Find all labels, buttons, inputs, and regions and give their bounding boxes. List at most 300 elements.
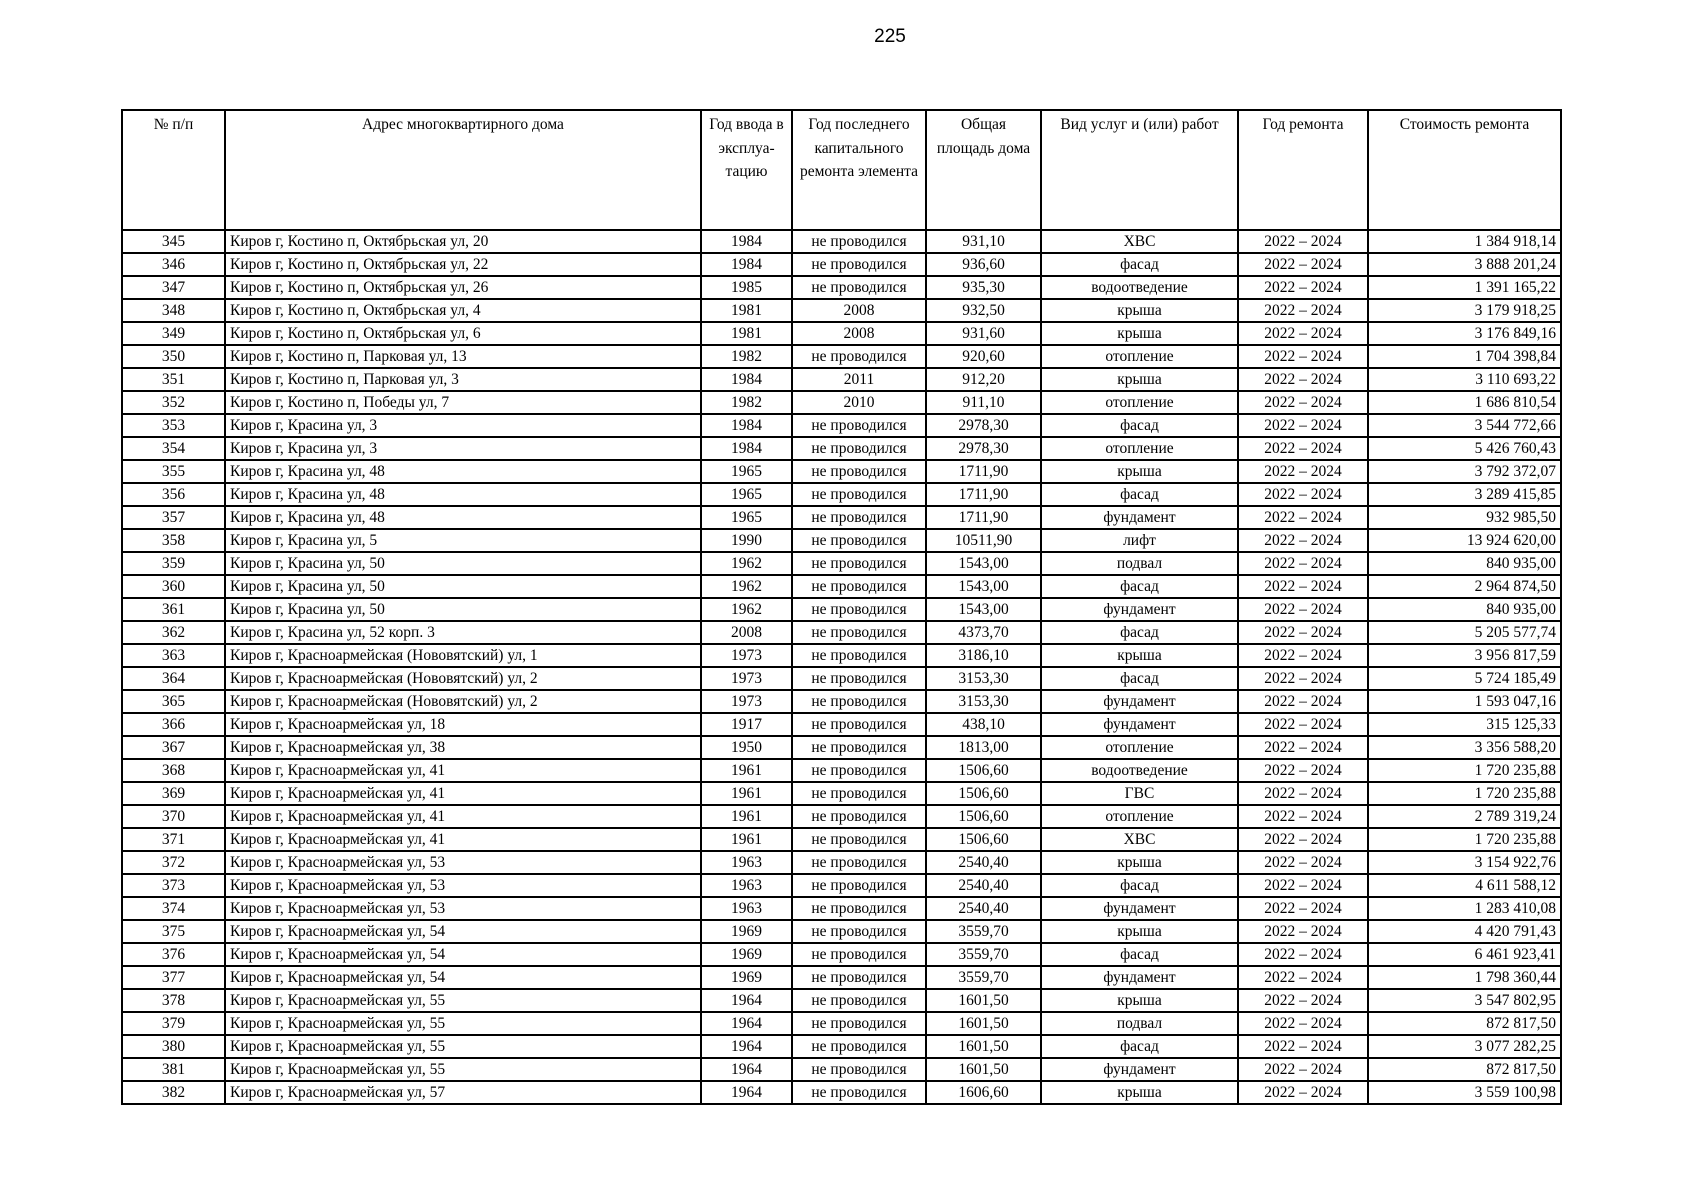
cell-num: 365 bbox=[122, 690, 225, 713]
cell-num: 375 bbox=[122, 920, 225, 943]
cell-num: 364 bbox=[122, 667, 225, 690]
cell-year-built: 1984 bbox=[701, 437, 792, 460]
cell-cost: 3 077 282,25 bbox=[1368, 1035, 1561, 1058]
cell-cost: 3 176 849,16 bbox=[1368, 322, 1561, 345]
cell-num: 378 bbox=[122, 989, 225, 1012]
cell-year-built: 1969 bbox=[701, 943, 792, 966]
cell-address: Киров г, Красноармейская ул, 41 bbox=[225, 759, 701, 782]
cell-address: Киров г, Красноармейская (Нововятский) ул, 1 bbox=[225, 644, 701, 667]
cell-repair-years: 2022 – 2024 bbox=[1238, 805, 1368, 828]
cell-num: 347 bbox=[122, 276, 225, 299]
cell-area: 1543,00 bbox=[926, 598, 1041, 621]
cell-work-type: фундамент bbox=[1041, 1058, 1238, 1081]
cell-address: Киров г, Красноармейская ул, 41 bbox=[225, 805, 701, 828]
cell-last-repair: не проводился bbox=[792, 644, 926, 667]
table-row bbox=[122, 989, 1561, 1012]
cell-num: 377 bbox=[122, 966, 225, 989]
cell-repair-years: 2022 – 2024 bbox=[1238, 1012, 1368, 1035]
cell-area: 920,60 bbox=[926, 345, 1041, 368]
cell-last-repair: не проводился bbox=[792, 253, 926, 276]
cell-area: 931,60 bbox=[926, 322, 1041, 345]
header-work-type: Вид услуг и (или) работ bbox=[1041, 110, 1238, 230]
cell-last-repair: не проводился bbox=[792, 483, 926, 506]
cell-last-repair: не проводился bbox=[792, 1058, 926, 1081]
repair-table bbox=[121, 109, 1562, 1105]
cell-work-type: лифт bbox=[1041, 529, 1238, 552]
cell-area: 1601,50 bbox=[926, 989, 1041, 1012]
cell-cost: 315 125,33 bbox=[1368, 713, 1561, 736]
cell-last-repair: не проводился bbox=[792, 736, 926, 759]
cell-address: Киров г, Красина ул, 3 bbox=[225, 437, 701, 460]
cell-last-repair: не проводился bbox=[792, 943, 926, 966]
cell-address: Киров г, Красина ул, 48 bbox=[225, 460, 701, 483]
cell-num: 369 bbox=[122, 782, 225, 805]
cell-area: 1711,90 bbox=[926, 483, 1041, 506]
cell-repair-years: 2022 – 2024 bbox=[1238, 736, 1368, 759]
cell-work-type: крыша bbox=[1041, 299, 1238, 322]
cell-work-type: крыша bbox=[1041, 460, 1238, 483]
cell-repair-years: 2022 – 2024 bbox=[1238, 598, 1368, 621]
table-row bbox=[122, 943, 1561, 966]
cell-cost: 3 356 588,20 bbox=[1368, 736, 1561, 759]
cell-cost: 3 547 802,95 bbox=[1368, 989, 1561, 1012]
cell-work-type: отопление bbox=[1041, 345, 1238, 368]
cell-work-type: фасад bbox=[1041, 943, 1238, 966]
cell-last-repair: не проводился bbox=[792, 276, 926, 299]
cell-cost: 1 391 165,22 bbox=[1368, 276, 1561, 299]
header-last-repair: Год последнего капитального ремонта элемента bbox=[792, 110, 926, 230]
cell-area: 1543,00 bbox=[926, 575, 1041, 598]
cell-repair-years: 2022 – 2024 bbox=[1238, 391, 1368, 414]
cell-cost: 3 179 918,25 bbox=[1368, 299, 1561, 322]
table-row bbox=[122, 920, 1561, 943]
cell-area: 2978,30 bbox=[926, 414, 1041, 437]
cell-cost: 840 935,00 bbox=[1368, 598, 1561, 621]
cell-work-type: крыша bbox=[1041, 920, 1238, 943]
cell-work-type: ХВС bbox=[1041, 230, 1238, 253]
cell-year-built: 1973 bbox=[701, 667, 792, 690]
cell-work-type: фасад bbox=[1041, 1035, 1238, 1058]
cell-last-repair: не проводился bbox=[792, 460, 926, 483]
cell-year-built: 1984 bbox=[701, 414, 792, 437]
cell-repair-years: 2022 – 2024 bbox=[1238, 851, 1368, 874]
cell-year-built: 1965 bbox=[701, 506, 792, 529]
cell-work-type: крыша bbox=[1041, 644, 1238, 667]
cell-cost: 2 964 874,50 bbox=[1368, 575, 1561, 598]
table-row bbox=[122, 299, 1561, 322]
cell-area: 3153,30 bbox=[926, 667, 1041, 690]
cell-year-built: 1969 bbox=[701, 920, 792, 943]
cell-num: 346 bbox=[122, 253, 225, 276]
cell-repair-years: 2022 – 2024 bbox=[1238, 322, 1368, 345]
cell-address: Киров г, Красноармейская ул, 41 bbox=[225, 828, 701, 851]
cell-last-repair: не проводился bbox=[792, 874, 926, 897]
cell-work-type: фасад bbox=[1041, 414, 1238, 437]
cell-year-built: 1961 bbox=[701, 759, 792, 782]
cell-address: Киров г, Костино п, Парковая ул, 13 bbox=[225, 345, 701, 368]
header-address: Адрес многоквартирного дома bbox=[225, 110, 701, 230]
cell-repair-years: 2022 – 2024 bbox=[1238, 690, 1368, 713]
cell-year-built: 2008 bbox=[701, 621, 792, 644]
cell-area: 2540,40 bbox=[926, 874, 1041, 897]
cell-address: Киров г, Красина ул, 50 bbox=[225, 598, 701, 621]
table-row bbox=[122, 759, 1561, 782]
cell-year-built: 1985 bbox=[701, 276, 792, 299]
cell-year-built: 1964 bbox=[701, 1081, 792, 1104]
cell-repair-years: 2022 – 2024 bbox=[1238, 1058, 1368, 1081]
cell-address: Киров г, Костино п, Парковая ул, 3 bbox=[225, 368, 701, 391]
table-row bbox=[122, 506, 1561, 529]
cell-cost: 3 792 372,07 bbox=[1368, 460, 1561, 483]
cell-work-type: ХВС bbox=[1041, 828, 1238, 851]
cell-address: Киров г, Красина ул, 3 bbox=[225, 414, 701, 437]
cell-year-built: 1961 bbox=[701, 805, 792, 828]
header-repair-years: Год ремонта bbox=[1238, 110, 1368, 230]
cell-address: Киров г, Красноармейская ул, 55 bbox=[225, 1058, 701, 1081]
cell-last-repair: не проводился bbox=[792, 713, 926, 736]
cell-num: 358 bbox=[122, 529, 225, 552]
cell-last-repair: 2011 bbox=[792, 368, 926, 391]
cell-repair-years: 2022 – 2024 bbox=[1238, 644, 1368, 667]
cell-num: 368 bbox=[122, 759, 225, 782]
cell-last-repair: не проводился bbox=[792, 897, 926, 920]
cell-address: Киров г, Красина ул, 50 bbox=[225, 552, 701, 575]
cell-year-built: 1969 bbox=[701, 966, 792, 989]
cell-year-built: 1984 bbox=[701, 230, 792, 253]
cell-last-repair: не проводился bbox=[792, 989, 926, 1012]
cell-repair-years: 2022 – 2024 bbox=[1238, 299, 1368, 322]
header-num: № п/п bbox=[122, 110, 225, 230]
cell-year-built: 1973 bbox=[701, 690, 792, 713]
cell-cost: 3 110 693,22 bbox=[1368, 368, 1561, 391]
cell-year-built: 1965 bbox=[701, 483, 792, 506]
cell-address: Киров г, Костино п, Октябрьская ул, 6 bbox=[225, 322, 701, 345]
header-year-built: Год ввода в эксплуа-тацию bbox=[701, 110, 792, 230]
cell-work-type: водоотведение bbox=[1041, 276, 1238, 299]
cell-last-repair: 2008 bbox=[792, 299, 926, 322]
cell-address: Киров г, Красина ул, 48 bbox=[225, 483, 701, 506]
cell-num: 355 bbox=[122, 460, 225, 483]
cell-num: 380 bbox=[122, 1035, 225, 1058]
cell-last-repair: не проводился bbox=[792, 759, 926, 782]
cell-cost: 5 205 577,74 bbox=[1368, 621, 1561, 644]
cell-repair-years: 2022 – 2024 bbox=[1238, 897, 1368, 920]
cell-last-repair: не проводился bbox=[792, 851, 926, 874]
cell-area: 2540,40 bbox=[926, 851, 1041, 874]
table-header-row bbox=[122, 110, 1561, 230]
table-row bbox=[122, 782, 1561, 805]
table-row bbox=[122, 1012, 1561, 1035]
cell-area: 912,20 bbox=[926, 368, 1041, 391]
table-row bbox=[122, 414, 1561, 437]
cell-address: Киров г, Красноармейская (Нововятский) ул, 2 bbox=[225, 690, 701, 713]
cell-year-built: 1963 bbox=[701, 874, 792, 897]
cell-work-type: фундамент bbox=[1041, 690, 1238, 713]
cell-repair-years: 2022 – 2024 bbox=[1238, 667, 1368, 690]
cell-area: 3559,70 bbox=[926, 966, 1041, 989]
cell-last-repair: не проводился bbox=[792, 437, 926, 460]
cell-cost: 1 798 360,44 bbox=[1368, 966, 1561, 989]
table-row bbox=[122, 667, 1561, 690]
cell-address: Киров г, Красноармейская ул, 54 bbox=[225, 966, 701, 989]
cell-repair-years: 2022 – 2024 bbox=[1238, 1081, 1368, 1104]
cell-work-type: крыша bbox=[1041, 851, 1238, 874]
cell-area: 2978,30 bbox=[926, 437, 1041, 460]
cell-num: 374 bbox=[122, 897, 225, 920]
table-row bbox=[122, 897, 1561, 920]
cell-cost: 1 720 235,88 bbox=[1368, 759, 1561, 782]
cell-work-type: водоотведение bbox=[1041, 759, 1238, 782]
cell-area: 1506,60 bbox=[926, 828, 1041, 851]
cell-cost: 4 611 588,12 bbox=[1368, 874, 1561, 897]
table-row bbox=[122, 345, 1561, 368]
cell-year-built: 1964 bbox=[701, 989, 792, 1012]
cell-year-built: 1961 bbox=[701, 782, 792, 805]
cell-cost: 3 559 100,98 bbox=[1368, 1081, 1561, 1104]
cell-repair-years: 2022 – 2024 bbox=[1238, 920, 1368, 943]
cell-last-repair: не проводился bbox=[792, 782, 926, 805]
table-row bbox=[122, 690, 1561, 713]
cell-cost: 1 686 810,54 bbox=[1368, 391, 1561, 414]
cell-address: Киров г, Красноармейская ул, 41 bbox=[225, 782, 701, 805]
cell-repair-years: 2022 – 2024 bbox=[1238, 276, 1368, 299]
cell-area: 1506,60 bbox=[926, 805, 1041, 828]
cell-num: 370 bbox=[122, 805, 225, 828]
cell-repair-years: 2022 – 2024 bbox=[1238, 713, 1368, 736]
table-row bbox=[122, 322, 1561, 345]
cell-repair-years: 2022 – 2024 bbox=[1238, 874, 1368, 897]
cell-work-type: крыша bbox=[1041, 989, 1238, 1012]
cell-last-repair: не проводился bbox=[792, 920, 926, 943]
cell-area: 932,50 bbox=[926, 299, 1041, 322]
cell-last-repair: не проводился bbox=[792, 667, 926, 690]
cell-repair-years: 2022 – 2024 bbox=[1238, 552, 1368, 575]
cell-cost: 1 283 410,08 bbox=[1368, 897, 1561, 920]
cell-work-type: подвал bbox=[1041, 552, 1238, 575]
cell-cost: 1 720 235,88 bbox=[1368, 828, 1561, 851]
cell-cost: 6 461 923,41 bbox=[1368, 943, 1561, 966]
cell-num: 348 bbox=[122, 299, 225, 322]
cell-work-type: ГВС bbox=[1041, 782, 1238, 805]
cell-work-type: фасад bbox=[1041, 667, 1238, 690]
cell-last-repair: не проводился bbox=[792, 690, 926, 713]
cell-work-type: отопление bbox=[1041, 805, 1238, 828]
cell-year-built: 1962 bbox=[701, 575, 792, 598]
table-row bbox=[122, 437, 1561, 460]
cell-work-type: отопление bbox=[1041, 736, 1238, 759]
cell-cost: 1 704 398,84 bbox=[1368, 345, 1561, 368]
table-row bbox=[122, 368, 1561, 391]
cell-area: 1506,60 bbox=[926, 782, 1041, 805]
cell-area: 911,10 bbox=[926, 391, 1041, 414]
cell-last-repair: не проводился bbox=[792, 575, 926, 598]
table-row bbox=[122, 391, 1561, 414]
cell-area: 1601,50 bbox=[926, 1035, 1041, 1058]
cell-repair-years: 2022 – 2024 bbox=[1238, 759, 1368, 782]
table-row bbox=[122, 644, 1561, 667]
cell-num: 372 bbox=[122, 851, 225, 874]
cell-repair-years: 2022 – 2024 bbox=[1238, 782, 1368, 805]
table-row bbox=[122, 598, 1561, 621]
cell-address: Киров г, Красноармейская (Нововятский) ул, 2 bbox=[225, 667, 701, 690]
cell-address: Киров г, Красноармейская ул, 53 bbox=[225, 851, 701, 874]
cell-num: 381 bbox=[122, 1058, 225, 1081]
cell-num: 371 bbox=[122, 828, 225, 851]
cell-work-type: крыша bbox=[1041, 368, 1238, 391]
table-row bbox=[122, 1058, 1561, 1081]
cell-num: 361 bbox=[122, 598, 225, 621]
table-row bbox=[122, 966, 1561, 989]
cell-repair-years: 2022 – 2024 bbox=[1238, 943, 1368, 966]
cell-address: Киров г, Красина ул, 50 bbox=[225, 575, 701, 598]
cell-work-type: отопление bbox=[1041, 391, 1238, 414]
cell-year-built: 1965 bbox=[701, 460, 792, 483]
cell-num: 351 bbox=[122, 368, 225, 391]
header-area: Общая площадь дома bbox=[926, 110, 1041, 230]
cell-area: 438,10 bbox=[926, 713, 1041, 736]
cell-address: Киров г, Костино п, Победы ул, 7 bbox=[225, 391, 701, 414]
cell-address: Киров г, Красноармейская ул, 53 bbox=[225, 897, 701, 920]
cell-repair-years: 2022 – 2024 bbox=[1238, 345, 1368, 368]
cell-work-type: отопление bbox=[1041, 437, 1238, 460]
cell-last-repair: не проводился bbox=[792, 828, 926, 851]
cell-num: 362 bbox=[122, 621, 225, 644]
cell-cost: 3 544 772,66 bbox=[1368, 414, 1561, 437]
cell-area: 2540,40 bbox=[926, 897, 1041, 920]
cell-year-built: 1962 bbox=[701, 598, 792, 621]
cell-year-built: 1981 bbox=[701, 299, 792, 322]
cell-work-type: фасад bbox=[1041, 575, 1238, 598]
cell-area: 936,60 bbox=[926, 253, 1041, 276]
cell-num: 373 bbox=[122, 874, 225, 897]
cell-work-type: фундамент bbox=[1041, 506, 1238, 529]
cell-last-repair: не проводился bbox=[792, 414, 926, 437]
cell-address: Киров г, Костино п, Октябрьская ул, 20 bbox=[225, 230, 701, 253]
table-row bbox=[122, 483, 1561, 506]
cell-year-built: 1962 bbox=[701, 552, 792, 575]
cell-num: 366 bbox=[122, 713, 225, 736]
cell-year-built: 1950 bbox=[701, 736, 792, 759]
cell-repair-years: 2022 – 2024 bbox=[1238, 483, 1368, 506]
cell-last-repair: 2010 bbox=[792, 391, 926, 414]
cell-last-repair: 2008 bbox=[792, 322, 926, 345]
cell-cost: 932 985,50 bbox=[1368, 506, 1561, 529]
cell-repair-years: 2022 – 2024 bbox=[1238, 989, 1368, 1012]
cell-area: 1601,50 bbox=[926, 1058, 1041, 1081]
cell-year-built: 1982 bbox=[701, 345, 792, 368]
cell-repair-years: 2022 – 2024 bbox=[1238, 253, 1368, 276]
cell-address: Киров г, Красноармейская ул, 57 bbox=[225, 1081, 701, 1104]
cell-num: 353 bbox=[122, 414, 225, 437]
cell-cost: 13 924 620,00 bbox=[1368, 529, 1561, 552]
cell-repair-years: 2022 – 2024 bbox=[1238, 529, 1368, 552]
cell-address: Киров г, Красноармейская ул, 55 bbox=[225, 989, 701, 1012]
cell-cost: 3 154 922,76 bbox=[1368, 851, 1561, 874]
cell-area: 4373,70 bbox=[926, 621, 1041, 644]
table-row bbox=[122, 552, 1561, 575]
table-row bbox=[122, 1081, 1561, 1104]
cell-cost: 1 720 235,88 bbox=[1368, 782, 1561, 805]
cell-last-repair: не проводился bbox=[792, 598, 926, 621]
cell-cost: 5 724 185,49 bbox=[1368, 667, 1561, 690]
cell-year-built: 1984 bbox=[701, 253, 792, 276]
cell-area: 1711,90 bbox=[926, 506, 1041, 529]
cell-area: 3559,70 bbox=[926, 943, 1041, 966]
cell-work-type: фасад bbox=[1041, 253, 1238, 276]
cell-address: Киров г, Костино п, Октябрьская ул, 26 bbox=[225, 276, 701, 299]
cell-area: 1506,60 bbox=[926, 759, 1041, 782]
cell-repair-years: 2022 – 2024 bbox=[1238, 828, 1368, 851]
page-number: 225 bbox=[874, 26, 906, 47]
cell-area: 1813,00 bbox=[926, 736, 1041, 759]
table-row bbox=[122, 575, 1561, 598]
cell-address: Киров г, Костино п, Октябрьская ул, 4 bbox=[225, 299, 701, 322]
cell-repair-years: 2022 – 2024 bbox=[1238, 575, 1368, 598]
cell-address: Киров г, Красина ул, 48 bbox=[225, 506, 701, 529]
cell-area: 3186,10 bbox=[926, 644, 1041, 667]
cell-repair-years: 2022 – 2024 bbox=[1238, 368, 1368, 391]
cell-cost: 3 289 415,85 bbox=[1368, 483, 1561, 506]
cell-area: 1601,50 bbox=[926, 1012, 1041, 1035]
cell-repair-years: 2022 – 2024 bbox=[1238, 460, 1368, 483]
cell-cost: 872 817,50 bbox=[1368, 1012, 1561, 1035]
cell-num: 356 bbox=[122, 483, 225, 506]
cell-last-repair: не проводился bbox=[792, 1012, 926, 1035]
cell-num: 359 bbox=[122, 552, 225, 575]
cell-work-type: фасад bbox=[1041, 874, 1238, 897]
cell-cost: 4 420 791,43 bbox=[1368, 920, 1561, 943]
cell-repair-years: 2022 – 2024 bbox=[1238, 621, 1368, 644]
cell-area: 931,10 bbox=[926, 230, 1041, 253]
cell-address: Киров г, Красноармейская ул, 54 bbox=[225, 943, 701, 966]
table-row bbox=[122, 230, 1561, 253]
cell-repair-years: 2022 – 2024 bbox=[1238, 437, 1368, 460]
cell-num: 345 bbox=[122, 230, 225, 253]
table-row bbox=[122, 529, 1561, 552]
cell-year-built: 1990 bbox=[701, 529, 792, 552]
table-row bbox=[122, 736, 1561, 759]
cell-year-built: 1982 bbox=[701, 391, 792, 414]
cell-area: 1606,60 bbox=[926, 1081, 1041, 1104]
cell-cost: 3 956 817,59 bbox=[1368, 644, 1561, 667]
cell-last-repair: не проводился bbox=[792, 506, 926, 529]
cell-repair-years: 2022 – 2024 bbox=[1238, 1035, 1368, 1058]
cell-repair-years: 2022 – 2024 bbox=[1238, 230, 1368, 253]
cell-work-type: крыша bbox=[1041, 1081, 1238, 1104]
cell-work-type: фасад bbox=[1041, 483, 1238, 506]
cell-cost: 1 384 918,14 bbox=[1368, 230, 1561, 253]
cell-year-built: 1961 bbox=[701, 828, 792, 851]
cell-last-repair: не проводился bbox=[792, 552, 926, 575]
cell-area: 3559,70 bbox=[926, 920, 1041, 943]
cell-year-built: 1973 bbox=[701, 644, 792, 667]
cell-year-built: 1963 bbox=[701, 851, 792, 874]
table-row bbox=[122, 460, 1561, 483]
cell-address: Киров г, Красноармейская ул, 55 bbox=[225, 1012, 701, 1035]
cell-num: 350 bbox=[122, 345, 225, 368]
cell-repair-years: 2022 – 2024 bbox=[1238, 414, 1368, 437]
cell-cost: 872 817,50 bbox=[1368, 1058, 1561, 1081]
cell-num: 360 bbox=[122, 575, 225, 598]
cell-cost: 2 789 319,24 bbox=[1368, 805, 1561, 828]
cell-num: 354 bbox=[122, 437, 225, 460]
cell-last-repair: не проводился bbox=[792, 1035, 926, 1058]
cell-num: 352 bbox=[122, 391, 225, 414]
cell-last-repair: не проводился bbox=[792, 529, 926, 552]
cell-address: Киров г, Красина ул, 5 bbox=[225, 529, 701, 552]
cell-last-repair: не проводился bbox=[792, 230, 926, 253]
cell-last-repair: не проводился bbox=[792, 345, 926, 368]
